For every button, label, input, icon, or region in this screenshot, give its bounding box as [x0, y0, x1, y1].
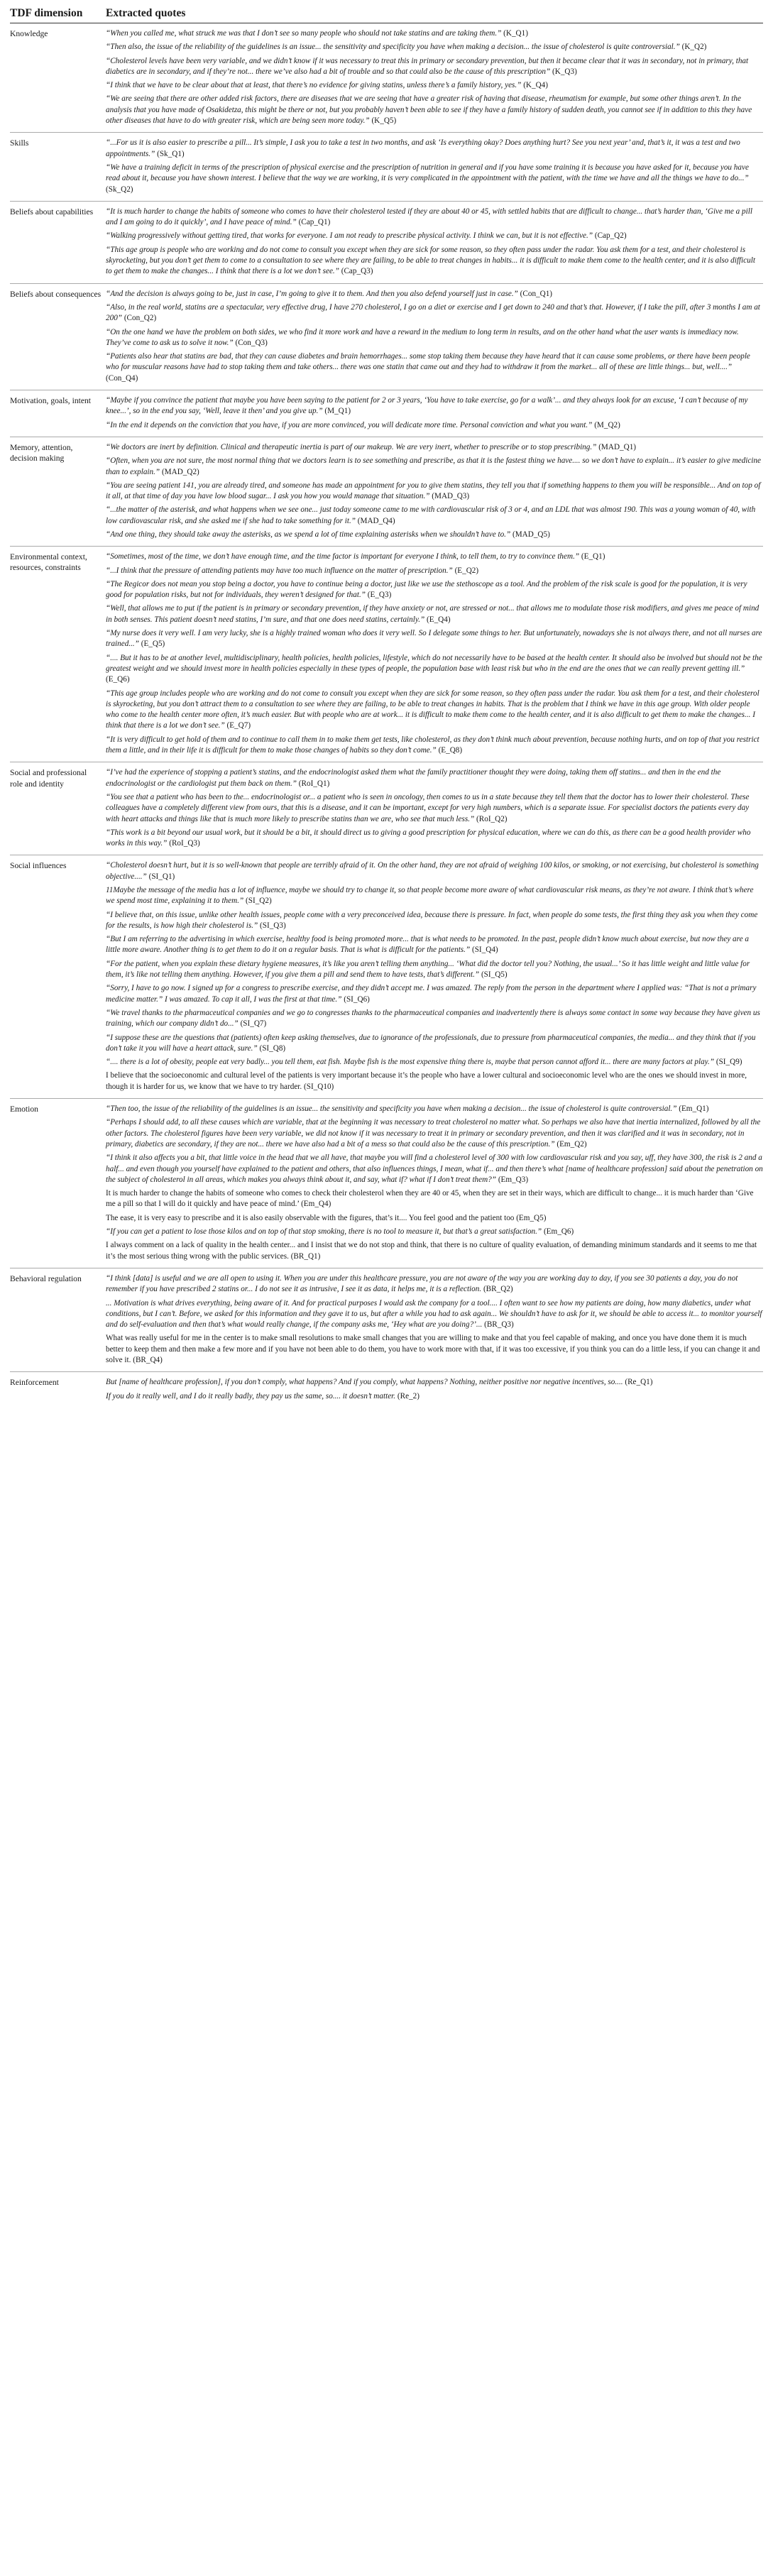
table-row: [10, 201, 763, 283]
tdf-dimension-cell: Social and professional role and identity: [10, 762, 106, 855]
quote: [106, 327, 763, 349]
quote-text: “Cholesterol doesn’t hurt, but it is so well-known that people are terribly afraid of it. On the other hand, they are not afraid of weighing 100 kilos, or smoking, or not exercising, but cholesterol is something objective....”: [106, 861, 759, 881]
quote-text: “Sometimes, most of the time, we don’t have enough time, and the time factor is important for everyone I think, to tell them, to try to convince them.”: [106, 552, 580, 561]
table-row: [10, 437, 763, 546]
quote-code: (BR_Q4): [133, 1355, 163, 1364]
tdf-dimension-cell: Motivation, goals, intent: [10, 390, 106, 437]
table-header-row: [10, 4, 763, 23]
quote-code: (Con_Q2): [124, 314, 157, 323]
quote-text: “When you called me, what struck me was that I don’t see so many people who should not take statins and are taking them.”: [106, 29, 502, 38]
quote-code: (SI_Q8): [259, 1043, 286, 1053]
quote-text: “Cholesterol levels have been very variable, and we didn’t know if it was necessary to treat this in primary or secondary prevention, but then it became clear that it was in secondary, not in primary, that diabetics are in secondary, and if they’re not... there we’ve also had a bit of trouble and so that could also be the cause of this prescription”: [106, 56, 749, 76]
tdf-dimension-cell: Environmental context, resources, constraints: [10, 547, 106, 762]
quote-text: “If you can get a patient to lose those kilos and on top of that stop smoking, there is no tool to measure it, but that’s a great satisfaction.”: [106, 1227, 542, 1237]
quote: [106, 56, 763, 78]
quote: [106, 1333, 763, 1366]
quote: [106, 351, 763, 384]
quote-code: (E_Q3): [367, 591, 392, 600]
quote-code: (Cap_Q1): [298, 218, 331, 227]
quote: [106, 420, 763, 431]
quote-text: “.... there is a lot of obesity, people eat very badly... you tell them, eat fish. Maybe fish is the most expensive thing there is, maybe that person cannot afford it... there are many factors at play.”: [106, 1058, 715, 1067]
quote-code: (K_Q1): [503, 29, 528, 38]
quote-code: (BR_Q3): [484, 1320, 514, 1330]
quote: [106, 653, 763, 686]
quote: [106, 1377, 763, 1388]
quote-text: “We doctors are inert by definition. Clinical and therapeutic inertia is part of our makeup. We are very inert, whether to prescribe or to stop prescribing.”: [106, 442, 597, 451]
quote-code: (RoI_Q2): [476, 814, 508, 823]
quotes-cell: [106, 762, 763, 855]
tdf-dimension-cell: Reinforcement: [10, 1372, 106, 1408]
quote-code: (SI_Q1): [148, 872, 175, 881]
quote-text: “This age group is people who are working and do not come to consult you except when they are sick for some reason, so they often pass under the radar. You ask them for a test, and their cholesterol is skyrocketing, but you don’t get them to come to a consultation to see where they are failing, to be able to treat changes in habits... it is difficult to make them come to the health center, and it is also difficult to get them to make the changes... I think that there is a lot we don’t see.”: [106, 245, 755, 276]
quote: [106, 442, 763, 453]
quote: [106, 207, 763, 229]
quote-text: “...For us it is also easier to prescribe a pill... It’s simple, I ask you to take a test in two months, and ask ‘Is everything okay? Does anything hurt? See you next year’ and, that’s it, it was a test and two appointments.”: [106, 138, 740, 158]
quote-code: (Em_Q4): [301, 1200, 331, 1209]
quote-code: (RoI_Q1): [298, 779, 330, 788]
quote-code: (MAD_Q3): [432, 492, 470, 501]
quote-code: (Em_Q3): [498, 1175, 529, 1184]
quote-code: (K_Q4): [523, 81, 549, 90]
quote-code: (Em_Q6): [543, 1227, 574, 1237]
quote-text: “Patients also hear that statins are bad, that they can cause diabetes and brain hemorrhages... some stop taking them because they have heard that it can cause some problems, or there have been people who for muscular reasons have had to stop taking them and take others... there was one statin that came out and they had to withdraw it from the market... all of these are little things... but, well....”: [106, 352, 750, 372]
quote-text: “I think it also affects you a bit, that little voice in the head that we all have, that maybe you will find a cholesterol level of 300 with low cardiovascular risk and you say, uff, they have 300, the risk is 2 and a half... and even though you yourself have explained to the patient and others, that also influences things, I mean, what if... and then there’s what [name of healthcare profession] said about the penetration on the subject of cholesterol in all areas, which makes you always think about it, and say, what if? what if I don’t treat them?”: [106, 1153, 763, 1184]
quote-code: (Re_Q1): [625, 1378, 653, 1387]
quote-code: (SI_Q7): [240, 1019, 267, 1029]
quote-text: “I think [data] is useful and we are all open to using it. When you are under this healthcare pressure, you are not aware of the way you are working day to day, if you see 30 patients a day, you do not remember if you have prescribed 2 statins or... I do not see it as intrusive, I see it as data, it helps me, it is a reflection.: [106, 1273, 738, 1294]
quote-text: “But I am referring to the advertising in which exercise, healthy food is being promoted more... that is what needs to be promoted. In the past, people didn’t know much about exercise, but now they are a little more aware. Another thing is to get them to do it on a regular basis. That is what is difficult for the patients.”: [106, 935, 749, 955]
quote: [106, 456, 763, 478]
quote-text: “You see that a patient who has been to the... endocrinologist or... a patient who is seen in oncology, then comes to us in a state because they tell them that the doctor has to lower their cholesterol. These colleagues have a completely different view from ours, that this is a disease, and it can be important, except for very high numbers, which is a separate issue. For specialist doctors the patients every day with heart attacks and things like that is much more likely to prescribe statins than we are, who see that much less.”: [106, 792, 750, 823]
tdf-dimension-cell: Memory, attention, decision making: [10, 437, 106, 546]
table-row: [10, 547, 763, 762]
quote-code: (SI_Q6): [344, 994, 370, 1004]
quote-text: “My nurse does it very well. I am very lucky, she is a highly trained woman who does it very well. So I delegate some things to her. But unfortunately, nowadays she is not always there, and not all nurses are trained...”: [106, 629, 762, 649]
quote-text: But [name of healthcare profession], if you don’t comply, what happens? And if you comply, what happens? Nothing, neither positive nor negative incentives, so....: [106, 1378, 623, 1387]
quote-text: “I think that we have to be clear about that at least, that there’s no evidence for giving statins, unless there’s a family history, yes.”: [106, 81, 522, 90]
quote: [106, 1070, 763, 1092]
quote-code: (E_Q8): [438, 746, 463, 755]
quote-text: “The Regicor does not mean you stop being a doctor, you have to continue being a doctor, just like we use the stethoscope as a tool. And the problem of the risk scale is good for the population, it is very good for population risks, but not for individuals, they weren’t designed for that.”: [106, 579, 747, 600]
quote: [106, 959, 763, 981]
quote-text: “Well, that allows me to put if the patient is in primary or secondary prevention, if they have anxiety or not, are stressed or not... that allows me to modulate those risk modifiers, and gives me peace of mind in both senses. This patient doesn’t need statins, I’m sure, and that one does need statins, certainly.”: [106, 604, 760, 624]
quote-code: (SI_Q9): [716, 1058, 742, 1067]
quote-text: “Then too, the issue of the reliability of the guidelines is an issue... the sensitivity and specificity you have when making a decision... the issue of cholesterol is quite controversial.”: [106, 1105, 677, 1114]
quote: [106, 1273, 763, 1295]
quote-text: “We are seeing that there are other added risk factors, there are diseases that we are seeing that have a greater risk of having that disease, rheumatism for example, but some other things aren’t. In the analysis that you have made of Osakidetza, this might be there or not, but you probably haven’t been able to see if they have a family history of sudden death, you cannot see if in addition to this they have other diseases that have to do with greater risk, which are being seen more today.”: [106, 94, 752, 126]
quote-text: ... Motivation is what drives everything, being aware of it. And for practical purposes I would ask the company for a tool.... I often want to see how my patients are doing, how many diabetics, under what conditions, but I can’t. Before, we asked for this information and they gave it to us, but after a while you had to ask again... We shouldn’t have to ask for it, we should be able to access it... to monitor yourself and do self-evaluation and then that’s what would really change, if the company asks me, ‘Hey what are you doing?’...: [106, 1298, 762, 1330]
table-row: [10, 133, 763, 201]
quote-code: (MAD_Q1): [598, 442, 637, 451]
quotes-cell: [106, 855, 763, 1099]
quote: [106, 934, 763, 956]
quote-code: (E_Q2): [454, 566, 479, 575]
quote-text: “It is much harder to change the habits of someone who comes to have their cholesterol tested if they are about 40 or 45, with settled habits that are difficult to change... that’s harder than, ‘Give me a pill and I am going to do it quickly’, and I have peace of mind.”: [106, 207, 752, 227]
quote-code: (M_Q1): [324, 407, 351, 416]
quote-text: “I suppose these are the questions that (patients) often keep asking themselves, due to ignorance of the professionals, due to pressure from pharmaceutical companies, the media... and they think that if you don’t take it you will have a heart attack, sure.”: [106, 1033, 756, 1053]
quote-code: (K_Q5): [371, 116, 397, 126]
quote-text: “Then also, the issue of the reliability of the guidelines is an issue... the sensitivity and specificity you have when making a decision... the issue of cholesterol is quite controversial.”: [106, 43, 680, 52]
quote-code: (MAD_Q2): [161, 467, 199, 476]
quote-text: “On the one hand we have the problem on both sides, we who find it more work and have a reward in the medium to long term in results, and on the other hand what the user wants is immediacy now. They’ve come to ask us to solve it now.”: [106, 327, 739, 347]
quote: [106, 552, 763, 562]
quote: [106, 138, 763, 160]
tdf-dimension-cell: Skills: [10, 133, 106, 201]
quote-code: (K_Q2): [681, 43, 707, 52]
quote: [106, 983, 763, 1005]
quote: [106, 603, 763, 625]
quote-code: (Sk_Q1): [157, 149, 185, 158]
quote-code: (Em_Q5): [516, 1213, 547, 1222]
table-row: [10, 1372, 763, 1408]
quote-code: (Con_Q3): [235, 338, 268, 347]
tdf-dimension-cell: Behavioral regulation: [10, 1268, 106, 1371]
table-row: [10, 1268, 763, 1371]
quote: [106, 245, 763, 278]
quote-code: (Em_Q1): [679, 1105, 709, 1114]
quote-code: (MAD_Q5): [512, 530, 550, 539]
quote: [106, 163, 763, 195]
quote-code: (E_Q4): [427, 615, 451, 624]
quote: [106, 80, 763, 91]
quote-code: (SI_Q4): [471, 946, 498, 955]
quote-text: “Perhaps I should add, to all these causes which are variable, that at the beginning it was necessary to treat cholesterol no matter what. So perhaps we also have that inertia internalized, followed by all the other factors. The cholesterol figures have been very variable, we did not know if it was necessary to treat it in primary or secondary prevention, and then it was clarified and it was in secondary, not in primary, diabetics are secondary, if they are not... there we have also had a bit of a mess so that could also be the cause of this prescription.”: [106, 1118, 761, 1149]
quote-text: The ease, it is very easy to prescribe and it is also easily observable with the figures, that’s it.... You feel good and the patient too: [106, 1213, 515, 1222]
quote: [106, 1104, 763, 1114]
quote-text: I always comment on a lack of quality in the health center... and I insist that we do not stop and think, that there is no culture of quality evaluation, of demanding minimum standards and it seems to me that it’s the most serious thing wrong with the public services.: [106, 1241, 757, 1261]
quote-text: “We travel thanks to the pharmaceutical companies and we go to congresses thanks to the pharmaceutical companies and inadvertently there is always some contact in some way because they have given us training, which our company didn’t do...”: [106, 1008, 760, 1029]
quote-text: If you do it really well, and I do it really badly, they pay us the same, so.... it doesn’t matter.: [106, 1391, 396, 1401]
quote-text: “And the decision is always going to be, just in case, I’m going to give it to them. And then you also defend yourself just in case.”: [106, 289, 518, 298]
quote: [106, 1153, 763, 1185]
quote-text: “In the end it depends on the conviction that you have, if you are more convinced, you will dedicate more time. Personal conviction and what you want.”: [106, 420, 593, 429]
quote: [106, 885, 763, 907]
table-row: [10, 1099, 763, 1268]
quote-code: (SI_Q3): [260, 921, 286, 930]
quote-code: (RoI_Q3): [169, 839, 200, 848]
tdf-dimension-cell: Knowledge: [10, 29, 48, 38]
tdf-dimension-cell: Social influences: [10, 855, 106, 1099]
quote: [106, 628, 763, 650]
quotes-cell: [106, 283, 763, 390]
quote-text: “It is very difficult to get hold of them and to continue to call them in to make them get tests, like cholesterol, as they don’t think much about prevention, because nothing hurts, and on top of that you restrict them a little, and in their life it is difficult for them to make those changes of habits so they don’t come.”: [106, 735, 760, 755]
quote: [106, 735, 763, 757]
quotes-cell: [106, 1099, 763, 1268]
quote-code: (Con_Q1): [520, 289, 553, 298]
quote-text: It is much harder to change the habits of someone who comes to check their cholesterol when they are 40 or 45, when they are set in their ways, which are difficult to change... it is much harder than ‘Give me a pill so that I will do it quickly and have peace of mind.’: [106, 1189, 754, 1209]
quote: [106, 828, 763, 850]
quote: [106, 1057, 763, 1068]
quote-text: “Sorry, I have to go now. I signed up for a congress to prescribe exercise, and they didn’t accept me. I was amazed. The reply from the person in the department where I applied was: “That is not a primary medicine matter.” I was amazed. To cap it all, I was the first at that time.”: [106, 984, 757, 1004]
quote: [106, 28, 763, 39]
quote-text: “...I think that the pressure of attending patients may have too much influence on the matter of prescription.”: [106, 566, 453, 575]
table-body: [10, 23, 763, 1408]
quotes-cell: [106, 390, 763, 437]
quotes-cell: [106, 1372, 763, 1408]
quote: [106, 395, 763, 417]
table-row: [10, 23, 763, 133]
quote-code: (SI_Q2): [246, 897, 272, 906]
quote-code: (M_Q2): [594, 420, 620, 429]
quote-text: “Walking progressively without getting tired, that works for everyone. I am not ready to prescribe physical activity. I think we can, but it is not effective.”: [106, 231, 593, 241]
quote-code: (E_Q5): [141, 640, 165, 649]
quotes-cell: [106, 1268, 763, 1371]
quote-code: (E_Q1): [581, 552, 605, 561]
tdf-dimension-cell: Beliefs about capabilities: [10, 201, 106, 283]
quote-text: “.... But it has to be at another level, multidisciplinary, health policies, health policies, lifestyle, which do not necessarily have to be based at the health center. It should also be involved but should not be the greatest weight and we should invest more in health policies especially in these types of people, the population base with least risk but who in the end are the ones that we can really prevent getting ill.”: [106, 653, 762, 673]
quote: [106, 1213, 763, 1224]
quote: [106, 1008, 763, 1030]
quote: [106, 1227, 763, 1237]
quote-code: (Con_Q4): [106, 373, 138, 383]
quote-code: (Cap_Q2): [594, 231, 627, 241]
tdf-dimension-cell: Emotion: [10, 1099, 106, 1268]
quote-code: (BR_Q1): [290, 1251, 321, 1261]
quote-code: (SI_Q10): [304, 1082, 334, 1091]
quote: [106, 530, 763, 540]
quote: [106, 481, 763, 503]
quote: [106, 302, 763, 324]
quote: [106, 689, 763, 732]
quote-code: (Sk_Q2): [106, 185, 133, 194]
quote: [106, 792, 763, 825]
quote-text: “Also, in the real world, statins are a spectacular, very effective drug, I have 270 cholesterol, I go on a diet or exercise and I get down to 240 and that’s that. However, if I take the pill, after 3 months I am at 200”: [106, 302, 760, 323]
tdf-dimension-cell: Beliefs about consequences: [10, 283, 106, 390]
header-extracted-quotes: Extracted quotes: [106, 4, 763, 23]
quote-text: “Maybe if you convince the patient that maybe you have been saying to the patient for 2 or 3 years, ‘You have to take exercise, go for a walk’... and they always look for an excuse, ‘I can’t because of my knee...’, so in the end you say, ‘Well, leave it then’ and you give up.”: [106, 396, 748, 416]
quote-code: (Em_Q2): [557, 1139, 587, 1149]
quote: [106, 1117, 763, 1150]
quote: [106, 289, 763, 300]
quote-text: “And one thing, they should take away the asterisks, as we spend a lot of time explaining asterisks when we shouldn’t have to.”: [106, 530, 511, 539]
quote: [106, 505, 763, 527]
quote: [106, 860, 763, 882]
quote-text: I believe that the socioeconomic and cultural level of the patients is very important because it’s the people who have a lower cultural and socioeconomic level who are the ones we should invest in more, though it is harder for us, we know that we have to try harder.: [106, 1071, 747, 1091]
quote: [106, 566, 763, 576]
quote: [106, 42, 763, 53]
tdf-quotes-table: [10, 4, 763, 1408]
quote-text: “This age group includes people who are working and do not come to consult you except when they are sick for some reason, so they often pass under the radar. You ask them for a test, and their cholesterol is skyrocketing, but you don’t attract them to a consultation to see where they are failing, to be able to treat changes in habits. That is the problem that I think we have in this age group. With older people who come to the health center more often, it’s much easier. But with people who are at work... it is difficult to make them come to the health center, and it is also difficult to get them to make the changes... I think that there is a lot we don’t see.”: [106, 689, 760, 730]
table-row: [10, 283, 763, 390]
quote-code: (K_Q3): [552, 67, 577, 76]
quote-code: (MAD_Q4): [357, 516, 395, 525]
table-row: [10, 390, 763, 437]
quotes-cell: [106, 437, 763, 546]
quotes-cell: [106, 23, 763, 133]
quote: [106, 767, 763, 789]
quote-code: (SI_Q5): [481, 970, 508, 980]
quote: [106, 1240, 763, 1262]
quote-code: (E_Q6): [106, 675, 130, 684]
quote: [106, 1391, 763, 1402]
quote: [106, 1033, 763, 1055]
quote-text: “I believe that, on this issue, unlike other health issues, people come with a very preconceived idea, because there is pressure. In fact, when people do some tests, the first thing they ask you when they come for the results, is how high their cholesterol is.”: [106, 910, 758, 930]
quotes-cell: [106, 547, 763, 762]
header-tdf-dimension: TDF dimension: [10, 4, 106, 23]
quote-text: “We have a training deficit in terms of the prescription of physical exercise and the prescription of nutrition in general and if you have some training it is because you have asked for it, because you have read about it, because you have shown interest. I believe that the way we are working, it is very complicated in the appointment with the patient, with the time we have and all the things we have to do...”: [106, 163, 749, 183]
quotes-cell: [106, 201, 763, 283]
quote: [106, 94, 763, 126]
quote-code: (Re_2): [397, 1391, 420, 1401]
quote-code: (BR_Q2): [483, 1285, 513, 1294]
quote: [106, 579, 763, 601]
quote-code: (E_Q7): [226, 721, 251, 730]
table-row: [10, 762, 763, 855]
quote: [106, 1188, 763, 1210]
quote-text: “You are seeing patient 141, you are already tired, and someone has made an appointment for you to give them statins, they tell you that if something happens to them you will be responsible... And on top of it all, at that time of day you have low blood sugar... I ask you how you would manage that situation.”: [106, 481, 761, 501]
quote-text: “Often, when you are not sure, the most normal thing that we doctors learn is to see something and prescribe, as that it is the fastest thing we have.... so we don’t have to explain... it’s easier to give medicine than to explain.”: [106, 456, 761, 476]
quote: [106, 1298, 763, 1331]
quote: [106, 910, 763, 932]
quotes-cell: [106, 133, 763, 201]
quote-text: 11Maybe the message of the media has a lot of influence, maybe we should try to change it, so that people become more aware of what cardiovascular risk means, as they’re not aware. I think that’s where we spend most time, explaining it to them.”: [106, 886, 754, 906]
quote-text: “I’ve had the experience of stopping a patient’s statins, and the endocrinologist asked them what the family practitioner thought they were doing, taking them off statins... and then in the end the endocrinologist or the cardiologist put them back on them.”: [106, 768, 721, 788]
quote-text: “This work is a bit beyond our usual work, but it should be a bit, it should direct us to giving a good prescription for physical education, where we can do this, as there can be a good health provider who works in this way.”: [106, 828, 751, 848]
quote-text: “...the matter of the asterisk, and what happens when we see one... just today someone came to me with cardiovascular risk of 3 or 4, and an LDL that was almost 190. This was a young woman of 40, with low cardiovascular risk, and she asked me if she had to take something for it.”: [106, 505, 756, 525]
quote-code: (Cap_Q3): [341, 267, 373, 276]
table-row: [10, 855, 763, 1099]
quote: [106, 231, 763, 241]
quote-text: What was really useful for me in the center is to make small resolutions to make small changes that you are willing to make and that you feel capable of making, and once you have done them it is much better to keep them and then make a few more and if you have not been able to do them, you have to work more with that, if it was too excessive, if you think you can do a little less, if you can change it and solve it.: [106, 1334, 760, 1364]
quote-text: “For the patient, when you explain these dietary hygiene measures, it’s like you aren’t telling them anything... ‘What did the doctor tell you? Nothing, the usual...’ So it has little weight and little value for them, it’s like not telling them anything. However, if you give them a pill and send them to have tests, that’s different.”: [106, 959, 750, 980]
